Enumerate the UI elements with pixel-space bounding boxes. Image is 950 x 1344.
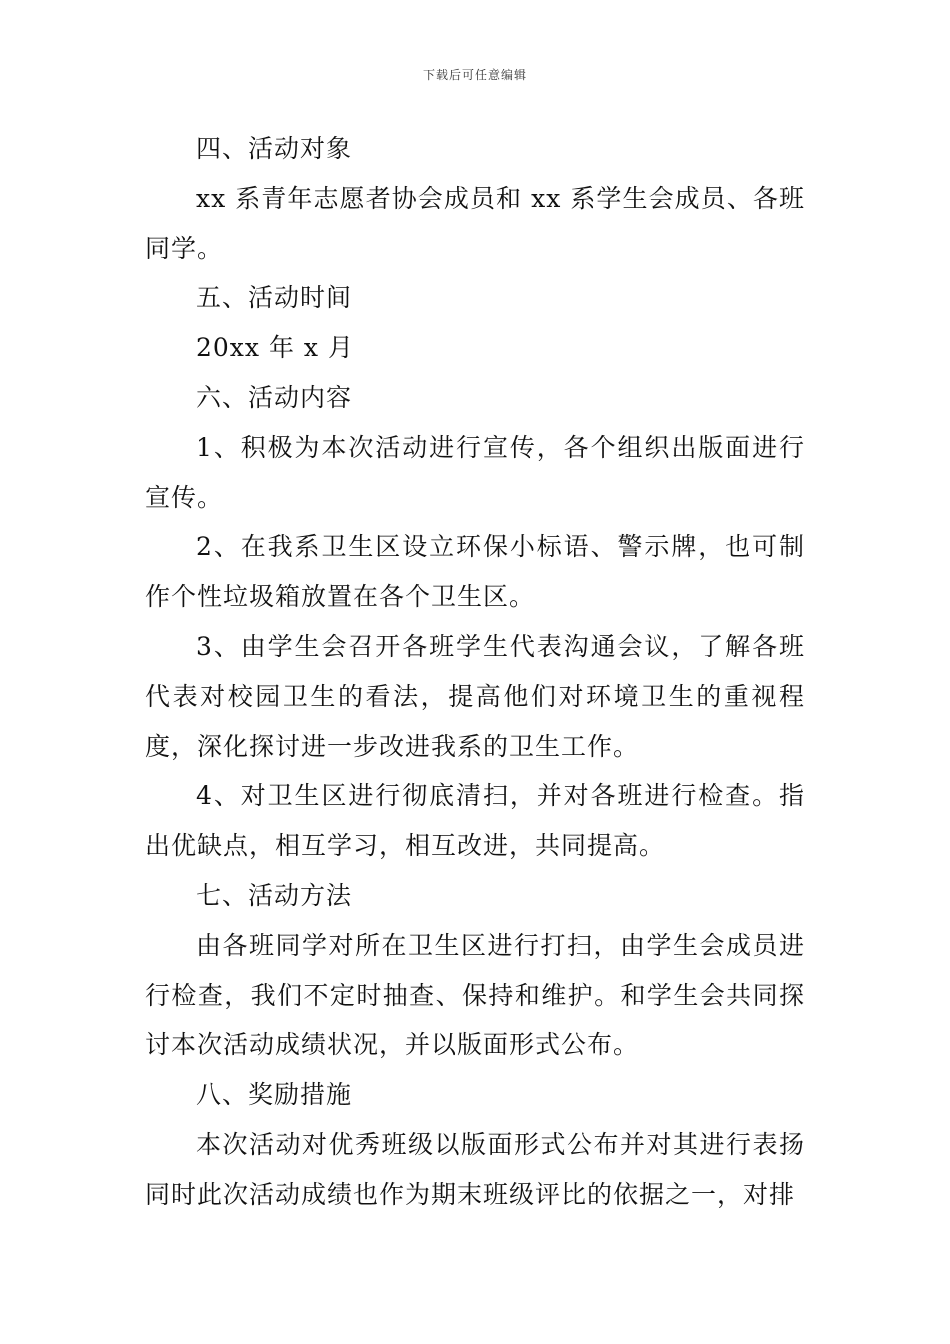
content-item-1: 1、积极为本次活动进行宣传，各个组织出版面进行宣传。 — [145, 432, 805, 512]
section-heading-targets: 四、活动对象 — [196, 134, 353, 163]
section-heading-content: 六、活动内容 — [196, 382, 353, 412]
paragraph-time: 20xx 年 x 月 — [196, 333, 354, 363]
content-item-4: 4、对卫生区进行彻底清扫，并对各班进行检查。指出优缺点，相互学习，相互改进，共同提高。 — [145, 781, 805, 861]
section-heading-method: 七、活动方法 — [196, 880, 353, 910]
document-body — [145, 124, 805, 1220]
page-header: 下载后可任意编辑 — [422, 68, 527, 82]
paragraph-rewards: 本次活动对优秀班级以版面形式公布并对其进行表扬同时此次活动成绩也作为期末班级评比的依据之一，对排 — [145, 1129, 805, 1209]
section-heading-time: 五、活动时间 — [196, 283, 353, 313]
content-item-3: 3、由学生会召开各班学生代表沟通会议，了解各班代表对校园卫生的看法，提高他们对环境卫生的重视程度，深化探讨进一步改进我系的卫生工作。 — [145, 631, 805, 761]
content-item-2: 2、在我系卫生区设立环保小标语、警示牌，也可制作个性垃圾箱放置在各个卫生区。 — [145, 532, 805, 612]
paragraph-targets: xx 系青年志愿者协会成员和 xx 系学生会成员、各班同学。 — [145, 183, 805, 263]
paragraph-method: 由各班同学对所在卫生区进行打扫，由学生会成员进行检查，我们不定时抽查、保持和维护。和学生会共同探讨本次活动成绩状况，并以版面形式公布。 — [145, 930, 805, 1060]
section-heading-rewards: 八、奖励措施 — [196, 1080, 353, 1110]
